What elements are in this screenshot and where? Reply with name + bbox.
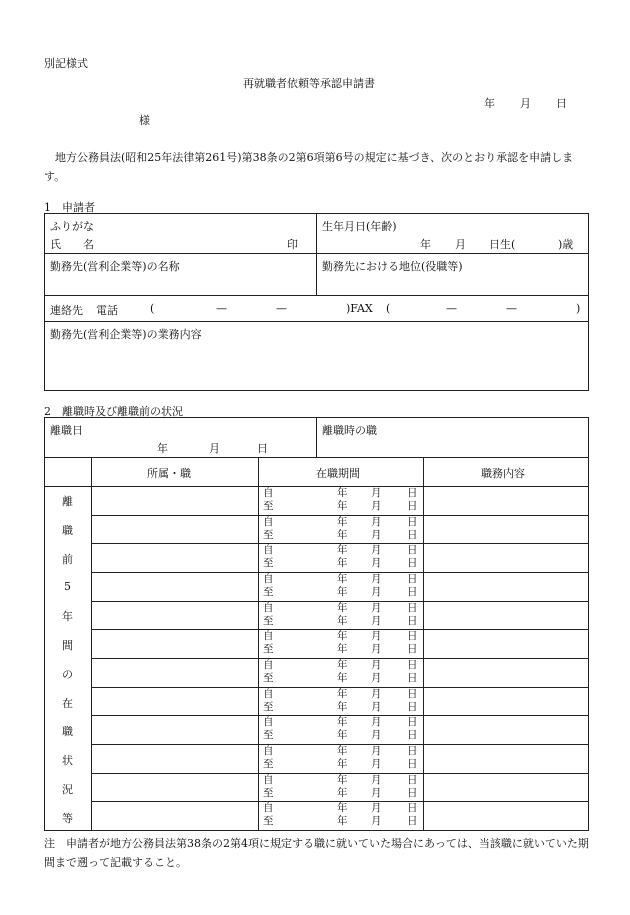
period-to-day: 日 (407, 557, 418, 570)
period-to-label: 至 (263, 672, 274, 684)
vertical-label-char: 況 (62, 782, 73, 796)
employer-name-label: 勤務先(営利企業等)の名称 (50, 260, 180, 273)
phone-label: 電話 (96, 304, 118, 317)
vertical-label-char: 5 (64, 579, 71, 593)
business-label: 勤務先(営利企業等)の業務内容 (50, 328, 202, 341)
period-from-day: 日 (407, 515, 418, 528)
table-col-divider (423, 457, 424, 831)
date-month: 月 (520, 97, 531, 110)
period-from-month: 月 (371, 716, 382, 729)
period-from-year: 年 (337, 802, 348, 815)
period-to-label: 至 (263, 786, 274, 799)
period-to-year: 年 (337, 528, 348, 541)
period-from-day: 日 (407, 544, 418, 557)
phone-paren-open: ( (150, 302, 155, 315)
period-to-year: 年 (337, 815, 348, 828)
col-period-header: 在職期間 (316, 467, 360, 480)
vertical-label-char: の (62, 667, 73, 681)
period-to-year: 年 (337, 700, 348, 713)
contact-label: 連絡先 (50, 304, 83, 317)
period-from-month: 月 (371, 630, 382, 643)
retire-day: 日 (257, 442, 268, 455)
period-to-label: 至 (263, 700, 274, 713)
period-from-month: 月 (371, 573, 382, 585)
birth-month: 月 (455, 238, 466, 251)
period-to-day: 日 (407, 815, 418, 828)
intro-paragraph: 地方公務員法(昭和25年法律第261号)第38条の2第6項第6号の規定に基づき、次のとおり承認を申請します。 (44, 151, 574, 183)
period-from-month: 月 (371, 659, 382, 671)
vertical-label-char: 在 (62, 696, 73, 710)
period-to-year: 年 (337, 672, 348, 684)
vertical-label-char: 年 (62, 610, 73, 624)
period-to-month: 月 (371, 786, 382, 799)
seal-label: 印 (287, 238, 298, 251)
retire-col-divider (316, 417, 317, 457)
period-to-label: 至 (263, 528, 274, 541)
date-year: 年 (484, 97, 495, 110)
period-from-label: 自 (263, 573, 274, 585)
table-row-divider (44, 486, 589, 487)
vertical-label-char: 離 (62, 495, 73, 509)
vertical-label-char: 職 (62, 524, 73, 538)
period-from-day: 日 (407, 659, 418, 671)
birth-day: 日生( (489, 238, 516, 251)
retire-month: 月 (209, 442, 220, 455)
period-from-month: 月 (371, 601, 382, 614)
applicant-col-divider (316, 213, 317, 295)
birthdate-label: 生年月日(年齢) (322, 220, 397, 233)
period-from-year: 年 (337, 659, 348, 671)
section1-heading: 1 申請者 (44, 201, 95, 214)
vertical-label-char: 前 (62, 552, 73, 566)
period-from-month: 月 (371, 802, 382, 815)
period-from-label: 自 (263, 773, 274, 786)
period-from-year: 年 (337, 601, 348, 614)
fax-paren-open: ( (386, 302, 391, 315)
period-from-label: 自 (263, 601, 274, 614)
date-day: 日 (556, 97, 567, 110)
period-from-year: 年 (337, 544, 348, 557)
period-to-month: 月 (371, 557, 382, 570)
employer-position-label: 勤務先における地位(役職等) (322, 260, 463, 273)
period-to-month: 月 (371, 586, 382, 598)
applicant-row-divider (44, 295, 589, 296)
period-to-year: 年 (337, 500, 348, 512)
phone-dash: — (216, 302, 227, 315)
vertical-label-char: 等 (62, 811, 73, 825)
period-from-month: 月 (371, 687, 382, 700)
period-to-day: 日 (407, 672, 418, 684)
period-from-month: 月 (371, 487, 382, 499)
name-label: 氏 名 (50, 238, 94, 251)
period-to-day: 日 (407, 758, 418, 770)
period-from-year: 年 (337, 487, 348, 499)
retire-date-label: 離職日 (50, 424, 83, 437)
period-to-month: 月 (371, 815, 382, 828)
document-title: 再就職者依頼等承認申請書 (243, 77, 375, 90)
period-from-month: 月 (371, 515, 382, 528)
period-from-day: 日 (407, 687, 418, 700)
period-from-month: 月 (371, 544, 382, 557)
fax-dash: — (446, 302, 457, 315)
period-from-year: 年 (337, 573, 348, 585)
period-to-year: 年 (337, 614, 348, 627)
period-to-day: 日 (407, 528, 418, 541)
addressee-suffix: 様 (139, 114, 150, 127)
period-to-label: 至 (263, 557, 274, 570)
period-from-label: 自 (263, 716, 274, 729)
col-duties-header: 職務内容 (481, 467, 525, 480)
period-from-day: 日 (407, 745, 418, 757)
period-to-month: 月 (371, 758, 382, 770)
period-to-month: 月 (371, 729, 382, 742)
birth-age: )歳 (558, 238, 574, 251)
table-col-divider (258, 457, 259, 831)
period-to-year: 年 (337, 557, 348, 570)
period-from-day: 日 (407, 601, 418, 614)
period-to-day: 日 (407, 586, 418, 598)
period-from-month: 月 (371, 773, 382, 786)
period-from-year: 年 (337, 687, 348, 700)
period-to-day: 日 (407, 786, 418, 799)
period-to-day: 日 (407, 700, 418, 713)
period-to-label: 至 (263, 729, 274, 742)
vertical-label-char: 間 (62, 639, 73, 653)
period-from-day: 日 (407, 773, 418, 786)
period-to-day: 日 (407, 729, 418, 742)
table-row-divider (44, 457, 589, 458)
period-to-month: 月 (371, 528, 382, 541)
phone-dash: — (276, 302, 287, 315)
period-from-day: 日 (407, 630, 418, 643)
period-to-year: 年 (337, 729, 348, 742)
form-label: 別記様式 (44, 57, 88, 70)
period-from-label: 自 (263, 487, 274, 499)
period-from-day: 日 (407, 802, 418, 815)
period-to-label: 至 (263, 586, 274, 598)
period-to-label: 至 (263, 815, 274, 828)
vertical-label-char: 職 (62, 725, 73, 739)
period-to-year: 年 (337, 758, 348, 770)
fax-paren-close: ) (576, 302, 581, 315)
period-from-day: 日 (407, 573, 418, 585)
fax-label: )FAX (346, 302, 373, 315)
period-to-month: 月 (371, 500, 382, 512)
period-from-label: 自 (263, 802, 274, 815)
period-to-label: 至 (263, 614, 274, 627)
period-to-day: 日 (407, 643, 418, 656)
period-to-month: 月 (371, 614, 382, 627)
section2-heading: 2 離職時及び離職前の状況 (44, 405, 183, 418)
period-from-year: 年 (337, 745, 348, 757)
period-from-month: 月 (371, 745, 382, 757)
period-from-label: 自 (263, 745, 274, 757)
period-from-label: 自 (263, 687, 274, 700)
period-to-label: 至 (263, 758, 274, 770)
period-to-year: 年 (337, 643, 348, 656)
vertical-label-char: 状 (62, 754, 73, 768)
period-from-label: 自 (263, 544, 274, 557)
table-col-divider (91, 457, 92, 831)
birth-year: 年 (420, 238, 431, 251)
col-affiliation-header: 所属・職 (147, 467, 191, 480)
period-from-label: 自 (263, 630, 274, 643)
period-from-label: 自 (263, 515, 274, 528)
period-from-day: 日 (407, 716, 418, 729)
period-to-day: 日 (407, 614, 418, 627)
period-from-year: 年 (337, 773, 348, 786)
period-to-label: 至 (263, 643, 274, 656)
retire-position-label: 離職時の職 (322, 424, 377, 437)
period-from-label: 自 (263, 659, 274, 671)
period-from-year: 年 (337, 630, 348, 643)
footnote: 注 申請者が地方公務員法第38条の2第4項に規定する職に就いていた場合にあっては、当該職に就いていた期間まで遡って記載すること。 (44, 837, 589, 869)
period-to-label: 至 (263, 500, 274, 512)
period-from-year: 年 (337, 515, 348, 528)
retire-year: 年 (157, 442, 168, 455)
period-to-month: 月 (371, 643, 382, 656)
period-to-month: 月 (371, 672, 382, 684)
period-from-day: 日 (407, 487, 418, 499)
period-to-month: 月 (371, 700, 382, 713)
applicant-row-divider (44, 321, 589, 322)
period-to-year: 年 (337, 786, 348, 799)
period-to-year: 年 (337, 586, 348, 598)
period-to-day: 日 (407, 500, 418, 512)
period-from-year: 年 (337, 716, 348, 729)
furigana-label: ふりがな (50, 220, 94, 233)
fax-dash: — (506, 302, 517, 315)
